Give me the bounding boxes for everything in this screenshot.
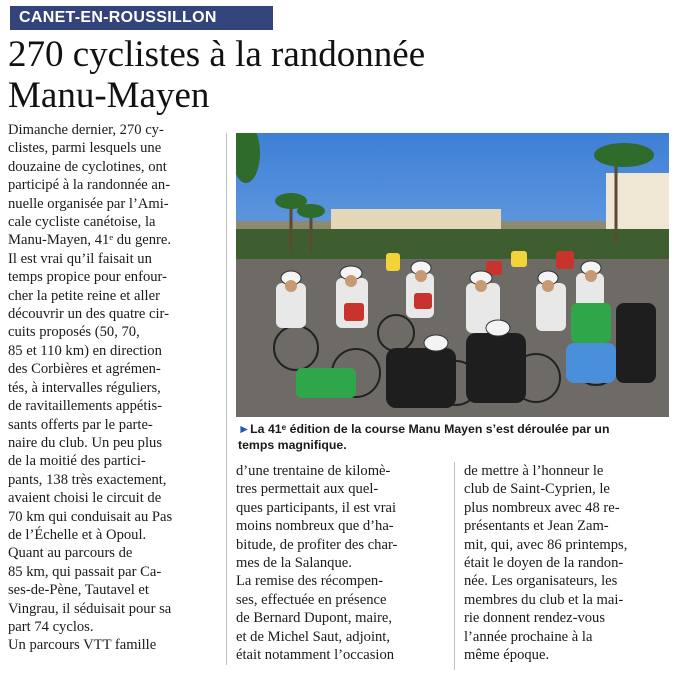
column-line: Vingrau, il séduisait pour sa	[8, 600, 172, 617]
photo-caption	[238, 421, 670, 453]
column-line: sants offerts par le parte-	[8, 416, 153, 433]
column-line: même époque.	[464, 647, 550, 664]
column-line: plus nombreux avec 48 re-	[464, 499, 620, 516]
column-line: part 74 cyclos.	[8, 618, 94, 635]
headline-line-2: Manu-Mayen	[8, 75, 210, 116]
column-divider	[454, 462, 455, 670]
section-kicker: CANET-EN-ROUSSILLON	[10, 6, 273, 30]
column-line: participé à la randonnée an-	[8, 177, 171, 194]
column-line: ses-de-Pène, Tautavel et	[8, 582, 149, 599]
headline	[8, 34, 568, 116]
column-line: était le doyen de la randon-	[464, 555, 624, 572]
article-column-2	[236, 462, 443, 664]
cyclists-photo-illustration	[236, 133, 669, 417]
column-line: club de Saint-Cyprien, le	[464, 481, 610, 498]
column-line: découvrir un des quatre cir-	[8, 306, 169, 323]
column-line: La remise des récompen-	[236, 573, 384, 590]
column-line: cuits proposés (50, 70,	[8, 324, 140, 341]
column-line: née. Les organisateurs, les	[464, 573, 618, 590]
column-line: de mettre à l’honneur le	[464, 463, 604, 479]
column-line: de ravitaillements appétis-	[8, 398, 162, 415]
column-line: l’année prochaine à la	[464, 628, 593, 645]
column-line: présentants et Jean Zam-	[464, 518, 609, 535]
article-column-1	[8, 121, 215, 655]
article-column-3	[464, 462, 671, 664]
column-line: était notamment l’occasion	[236, 647, 395, 664]
column-line: membres du club et la mai-	[464, 591, 624, 608]
column-line: nuelle organisée par l’Ami-	[8, 195, 169, 212]
article-photo	[236, 133, 669, 417]
column-line: rie donnent rendez-vous	[464, 610, 606, 627]
column-line: Quant au parcours de	[8, 545, 133, 562]
column-line: Un parcours VTT famille	[8, 637, 157, 654]
column-line: avaient choisi le circuit de	[8, 490, 162, 507]
column-line: 70 km qui conduisait au Pas	[8, 508, 173, 525]
column-divider	[226, 133, 227, 665]
headline-line-1: 270 cyclistes à la randonnée	[8, 34, 426, 75]
column-line: bitude, de profiter des char-	[236, 536, 398, 553]
column-line: temps propice pour enfour-	[8, 269, 167, 286]
column-line: cale cycliste canétoise, la	[8, 214, 156, 231]
column-line: tés, à intervalles réguliers,	[8, 379, 161, 396]
column-line: de Bernard Dupont, maire,	[236, 610, 393, 627]
column-line: mes de la Salanque.	[236, 555, 352, 572]
column-line: de la moitié des partici-	[8, 453, 146, 470]
column-line: Dimanche dernier, 270 cy-	[8, 122, 164, 138]
caption-line-2: temps magnifique.	[238, 438, 347, 452]
column-line: des Corbières et agrémen-	[8, 361, 161, 378]
caption-marker-icon: ►	[238, 422, 251, 436]
column-line: ses, effectuée en présence	[236, 591, 387, 608]
column-line: Manu-Mayen, 41ᵉ du genre.	[8, 232, 172, 249]
column-line: moins nombreux que d’ha-	[236, 518, 394, 535]
column-line: de l’Échelle et à Opoul.	[8, 526, 147, 543]
column-line: Il est vrai qu’il faisait un	[8, 250, 152, 267]
column-line: et de Michel Saut, adjoint,	[236, 628, 391, 645]
column-line: mit, qui, avec 86 printemps,	[464, 536, 628, 553]
column-line: clistes, parmi lesquels une	[8, 140, 162, 157]
column-line: 85 km, qui passait par Ca-	[8, 563, 162, 580]
column-line: naire du club. Un peu plus	[8, 434, 163, 451]
column-line: douzaine de cyclotines, ont	[8, 158, 167, 175]
column-line: pants, 138 très exactement,	[8, 471, 167, 488]
column-line: ques participants, il est vrai	[236, 499, 397, 516]
caption-line-1: La 41ᵉ édition de la course Manu Mayen s’est déroulée par un	[250, 422, 610, 436]
column-line: 85 et 110 km) en direction	[8, 342, 162, 359]
column-line: tres permettait aux quel-	[236, 481, 379, 498]
column-line: cher la petite reine et aller	[8, 287, 160, 304]
column-line: d’une trentaine de kilomè-	[236, 463, 391, 479]
